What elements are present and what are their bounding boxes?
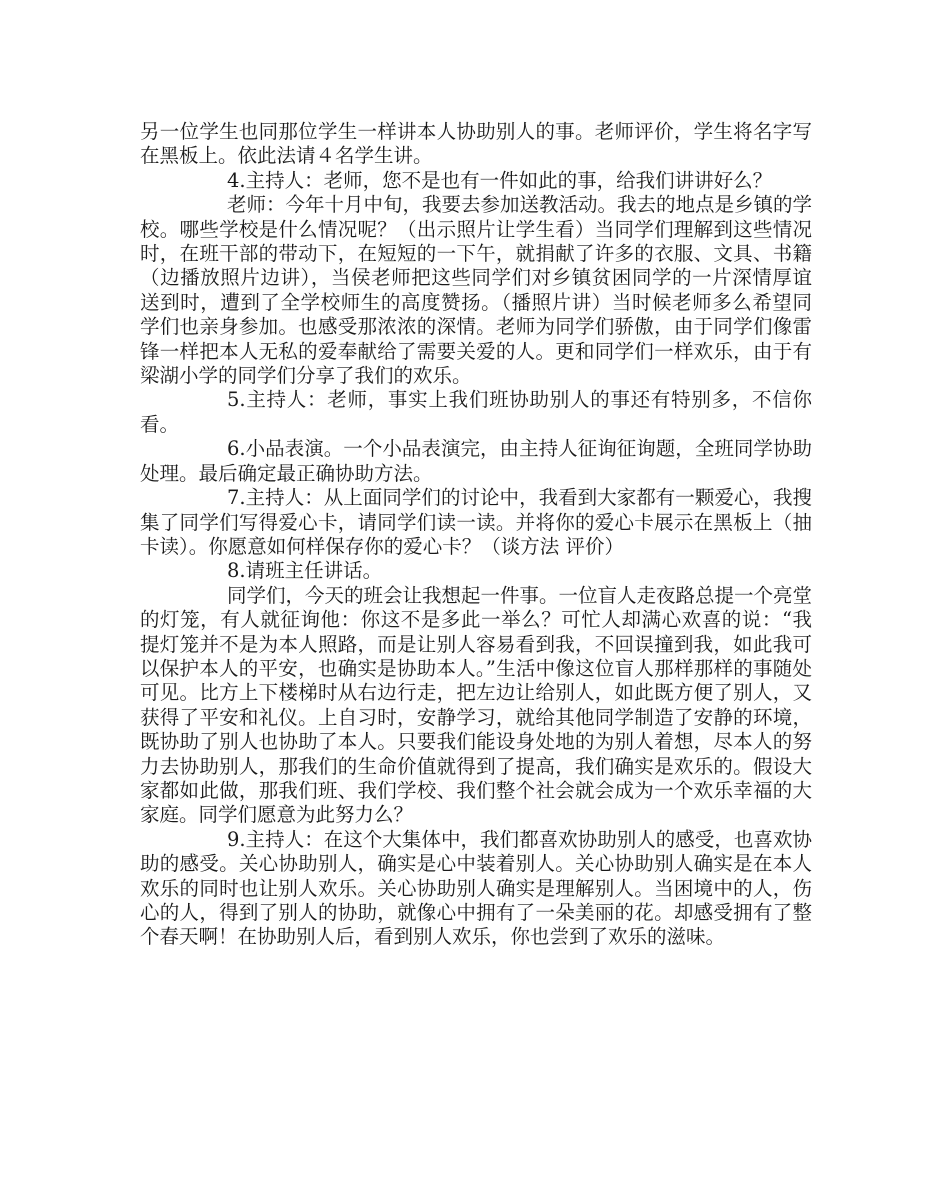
paragraph-3: 老师：今年十月中旬，我要去参加送教活动。我去的地点是乡镇的学校。哪些学校是什么情况呢？（出示照片让学生看）当同学们理解到这些情况时，在班干部的带动下，在短短的一下午，就捐献了许多的衣服、文具、书籍（边播放照片边讲），当侯老师把这些同学们对乡镇贫困同学的一片深情厚谊送到时，遭到了全学校师生的高度赞扬。（播照片讲）当时候老师多么希望同学们也亲身参加。也感受那浓浓的深情。老师为同学们骄傲，由于同学们像雷锋一样把本人无私的爱奉献给了需要关爱的人。更和同学们一样欢乐，由于有梁湖小学的同学们分享了我们的欢乐。 [140,193,813,388]
paragraph-6: 7.主持人：从上面同学们的讨论中，我看到大家都有一颗爱心，我搜集了同学们写得爱心卡，请同学们读一读。并将你的爱心卡展示在黑板上（抽卡读）。你愿意如何样保存你的爱心卡？（谈方法 评价） [140,486,812,558]
paragraph-1: 另一位学生也同那位学生一样讲本人协助别人的事。老师评价，学生将名字写在黑板上。依此法请４名学生讲。 [140,120,812,168]
document-body [140,120,812,950]
paragraph-4: 5.主持人：老师，事实上我们班协助别人的事还有特别多，不信你看。 [140,388,812,436]
paragraph-5: 6.小品表演。一个小品表演完，由主持人征询征询题，全班同学协助处理。最后确定最正确协助方法。 [140,437,812,485]
paragraph-2: 4.主持人：老师，您不是也有一件如此的事，给我们讲讲好么？ [227,168,773,192]
paragraph-9: 9.主持人：在这个大集体中，我们都喜欢协助别人的感受，也喜欢协助的感受。关心协助别人，确实是心中装着别人。关心协助别人确实是在本人欢乐的同时也让别人欢乐。关心协助别人确实是理解别人。当困境中的人，伤心的人，得到了别人的协助，就像心中拥有了一朵美丽的花。却感受拥有了整个春天啊！在协助别人后，看到别人欢乐，你也尝到了欢乐的滋味。 [140,827,812,949]
paragraph-8: 同学们，今天的班会让我想起一件事。一位盲人走夜路总提一个亮堂的灯笼，有人就征询他：你这不是多此一举么？可忙人却满心欢喜的说：“我提灯笼并不是为本人照路，而是让别人容易看到我，不回误撞到我，如此我可以保护本人的平安，也确实是协助本人。”生活中像这位盲人那样那样的事随处可见。比方上下楼梯时从右边行走，把左边让给别人，如此既方便了别人，又获得了平安和礼仪。上自习时，安静学习，就给其他同学制造了安静的环境，既协助了别人也协助了本人。只要我们能设身处地的为别人着想，尽本人的努力去协助别人，那我们的生命价值就得到了提高，我们确实是欢乐的。假设大家都如此做，那我们班、我们学校、我们整个社会就会成为一个欢乐幸福的大家庭。同学们愿意为此努力么？ [140,583,813,827]
paragraph-7: 8.请班主任讲话。 [227,559,383,583]
